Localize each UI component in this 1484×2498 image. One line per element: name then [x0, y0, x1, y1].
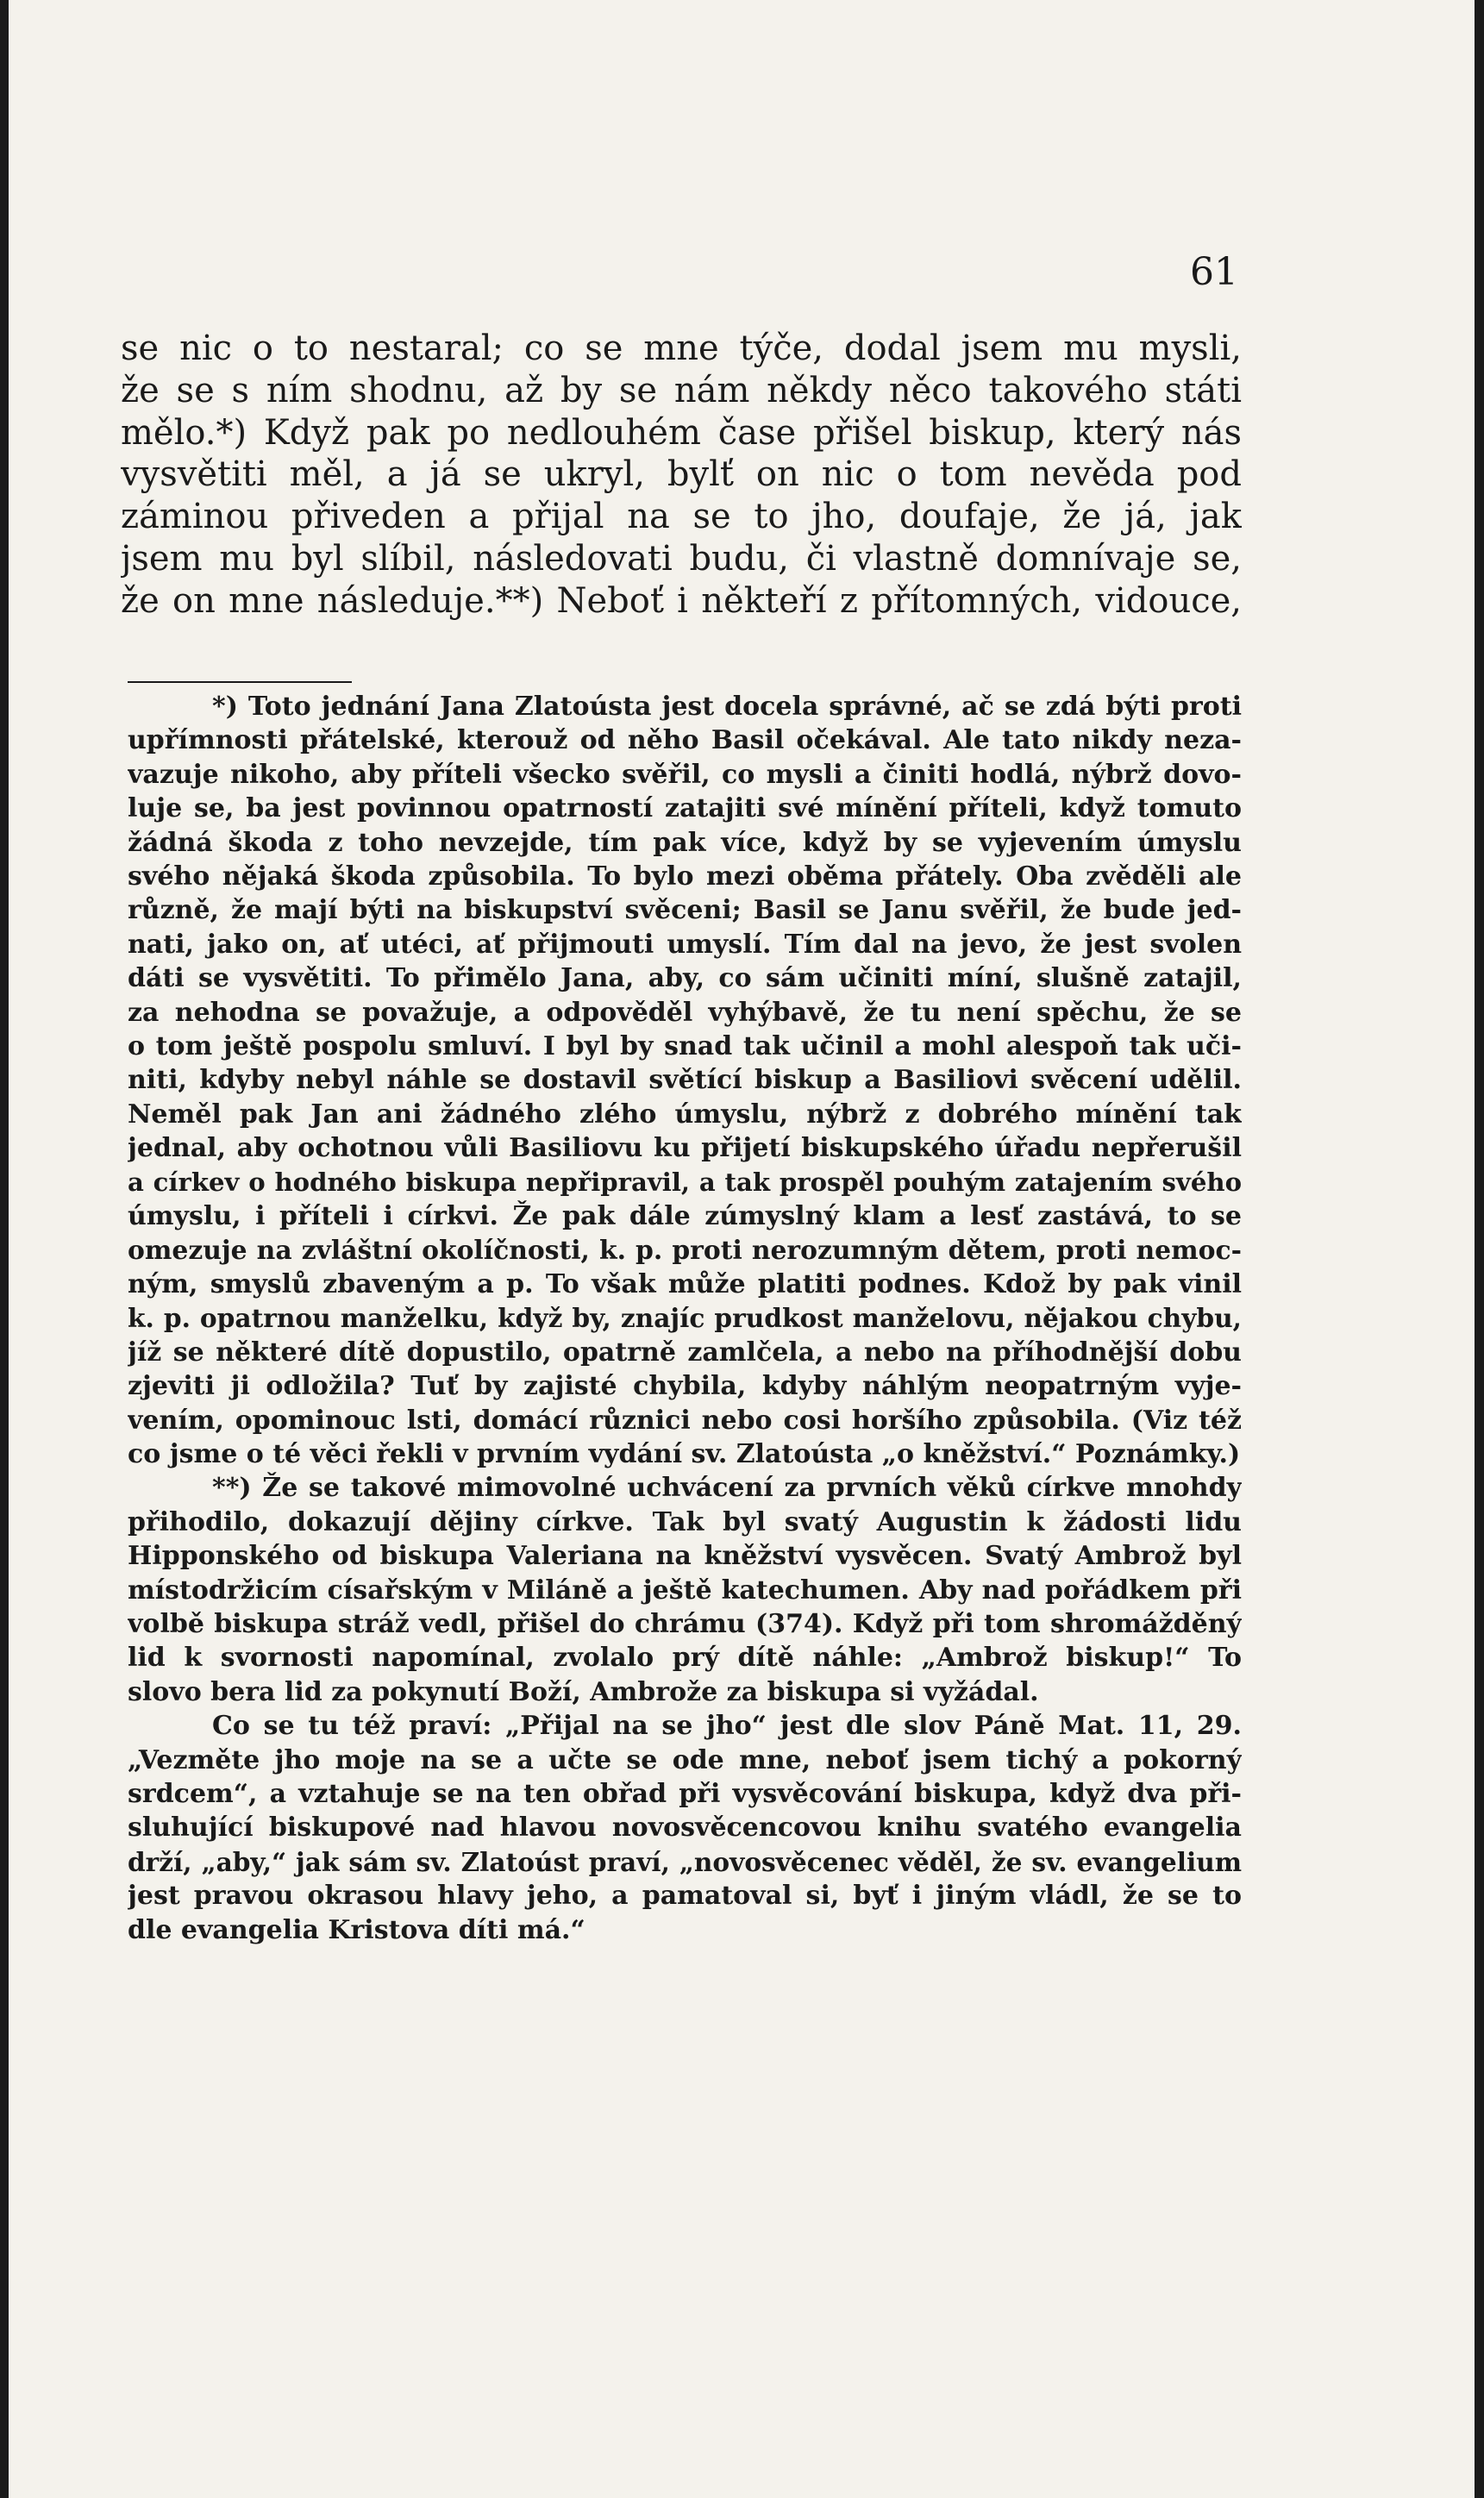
footnote-line: úmyslu, i příteli i církvi. Že pak dále zúmyslný klam a lesť zastává, to se: [128, 1201, 1242, 1232]
footnote-line: srdcem“, a vztahuje se na ten obřad při vysvěcování biskupa, když dva při-: [128, 1779, 1242, 1809]
footnote-line: slovo bera lid za pokynutí Boží, Ambrože za biskupa si vyžádal.: [128, 1676, 1039, 1707]
footnote-line: žádná škoda z toho nevzejde, tím pak více, když by se vyjevením úmyslu: [128, 827, 1242, 858]
footnote-line: luje se, ba jest povinnou opatrností zatajiti své mínění příteli, když tomuto: [128, 793, 1242, 824]
footnote-line: ným, smyslů zbaveným a p. To však může platiti podnes. Kdož by pak vinil: [128, 1268, 1242, 1299]
footnote-line: niti, kdyby nebyl náhle se dostavil světící biskup a Basiliovi svěcení udělil.: [128, 1065, 1242, 1096]
footnote-line: vazuje nikoho, aby příteli všecko svěřil, co mysli a činiti hodlá, nýbrž dovo-: [128, 759, 1242, 790]
text-line: mělo.*) Když pak po nedlouhém čase přišel biskup, který nás: [121, 412, 1242, 453]
footnote-line: *) Toto jednání Jana Zlatoústa jest docela správné, ač se zdá býti proti: [212, 692, 1242, 722]
text-line: že se s ním shodnu, až by se nám někdy něco takového státi: [121, 370, 1242, 410]
footnote-line: dle evangelia Kristova díti má.“: [128, 1914, 585, 1945]
footnote-line: a církev o hodného biskupa nepřipravil, a tak prospěl pouhým zatajením svého: [128, 1167, 1242, 1197]
footnote-line: za nehodna se považuje, a odpověděl vyhýbavě, že tu není spěchu, že se: [128, 997, 1242, 1028]
text-line: že on mne následuje.**) Neboť i někteří z přítomných, vidouce,: [121, 580, 1242, 621]
footnote-line: místodržicím císařským v Miláně a ještě katechumen. Aby nad pořádkem při: [128, 1575, 1242, 1606]
footnote-line: omezuje na zvláštní okolíčnosti, k. p. proti nerozumným dětem, proti nemoc-: [128, 1235, 1242, 1266]
footnote-line: upřímnosti přátelské, kterouž od něho Basil očekával. Ale tato nikdy neza-: [128, 725, 1242, 756]
footnote-line: Neměl pak Jan ani žádného zlého úmyslu, nýbrž z dobrého mínění tak: [128, 1099, 1242, 1130]
footnote-line: jíž se některé dítě dopustilo, opatrně zamlčela, a nebo na příhodnější dobu: [128, 1337, 1242, 1368]
footnote-line: **) Že se takové mimovolné uchvácení za prvních věků církve mnohdy: [212, 1473, 1242, 1504]
footnote-line: Co se tu též praví: „Přijal na se jho“ jest dle slov Páně Mat. 11, 29.: [212, 1711, 1242, 1742]
text-line: se nic o to nestaral; co se mne týče, dodal jsem mu mysli,: [121, 329, 1242, 368]
footnote-line: jednal, aby ochotnou vůli Basiliovu ku přijetí biskupského úřadu nepřerušil: [128, 1133, 1242, 1164]
footnote-line: přihodilo, dokazují dějiny církve. Tak byl svatý Augustin k žádosti lidu: [128, 1506, 1242, 1537]
footnote-line: co jsme o té věci řekli v prvním vydání sv. Zlatoústa „o kněžství.“ Poznámky.): [128, 1438, 1241, 1469]
text-line: jsem mu byl slíbil, následovati budu, či vlastně domnívaje se,: [121, 538, 1242, 579]
footnote-line: vením, opominouc lsti, domácí různici nebo cosi horšího způsobila. (Viz též: [128, 1405, 1242, 1436]
page-sheet: [9, 0, 1475, 2498]
footnote-line: k. p. opatrnou manželku, když by, znajíc prudkost manželovu, nějakou chybu,: [128, 1303, 1242, 1334]
text-line: záminou přiveden a přijal na se to jho, doufaje, že já, jak: [121, 497, 1242, 537]
footnote-line: lid k svornosti napomínal, zvolalo prý dítě náhle: „Ambrož biskup!“ To: [128, 1643, 1242, 1674]
footnote-line: zjeviti ji odložila? Tuť by zajisté chybila, kdyby náhlým neopatrným vyje-: [128, 1371, 1242, 1402]
footnote-line: svého nějaká škoda způsobila. To bylo mezi oběma přátely. Oba zvěděli ale: [128, 861, 1242, 892]
footnote-line: nati, jako on, ať utéci, ať přijmouti umyslí. Tím dal na jevo, že jest svolen: [128, 929, 1242, 960]
footnote-line: o tom ještě pospolu smluví. I byl by snad tak učinil a mohl alespoň tak uči-: [128, 1031, 1242, 1062]
text-line: vysvětiti měl, a já se ukryl, bylť on nic o tom nevěda pod: [121, 454, 1242, 495]
footnote-line: jest pravou okrasou hlavy jeho, a pamatoval si, byť i jiným vládl, že se to: [128, 1881, 1242, 1912]
footnote-separator: [128, 681, 352, 683]
page-number: 61: [1190, 250, 1238, 294]
footnote-line: Hipponského od biskupa Valeriana na kněžství vysvěcen. Svatý Ambrož byl: [128, 1541, 1242, 1572]
footnote-line: drží, „aby,“ jak sám sv. Zlatoúst praví, „novosvěcenec věděl, že sv. evangelium: [128, 1846, 1242, 1877]
footnotes: [128, 690, 1242, 1947]
main-text: [121, 328, 1242, 623]
footnote-line: „Vezměte jho moje na se a učte se ode mne, neboť jsem tichý a pokorný: [128, 1744, 1242, 1775]
footnote-line: volbě biskupa stráž vedl, přišel do chrámu (374). Když při tom shromážděný: [128, 1608, 1242, 1639]
footnote-line: různě, že mají býti na biskupství svěceni; Basil se Janu svěřil, že bude jed-: [128, 895, 1242, 926]
footnote-line: dáti se vysvětiti. To přimělo Jana, aby, co sám učiniti míní, slušně zatajil,: [128, 963, 1242, 994]
footnote-line: sluhující biskupové nad hlavou novosvěcencovou knihu svatého evangelia: [128, 1812, 1242, 1844]
